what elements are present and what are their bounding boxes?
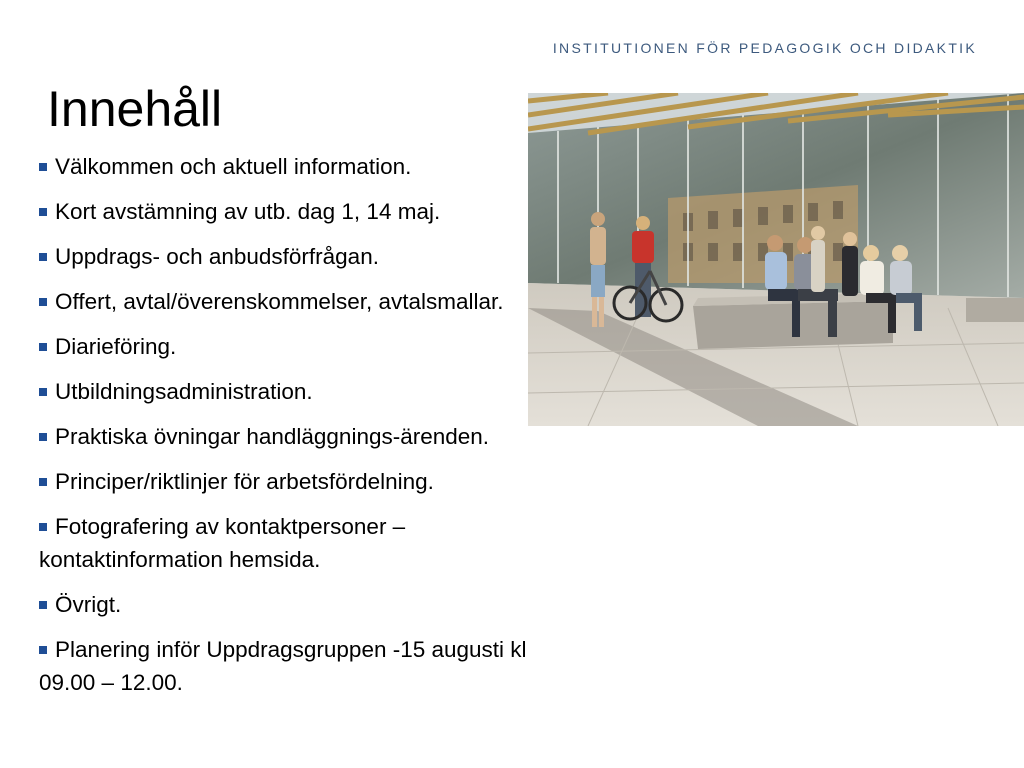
agenda-item-label: Diarieföring.: [55, 334, 177, 359]
square-bullet-icon: [39, 646, 47, 654]
agenda-item: [39, 375, 529, 408]
agenda-item: [39, 588, 529, 621]
agenda-item-label: Uppdrags- och anbudsförfrågan.: [55, 244, 379, 269]
agenda-item-label: Praktiska övningar handläggnings-ärenden.: [55, 424, 490, 449]
agenda-item-label: Principer/riktlinjer för arbetsfördelning.: [55, 469, 434, 494]
square-bullet-icon: [39, 253, 47, 261]
agenda-item: [39, 420, 529, 453]
square-bullet-icon: [39, 601, 47, 609]
campus-photo: [528, 93, 1024, 426]
agenda-item-label: Offert, avtal/överenskommelser, avtalsmallar.: [55, 289, 504, 314]
agenda-item-label: Välkommen och aktuell information.: [55, 154, 412, 179]
square-bullet-icon: [39, 343, 47, 351]
square-bullet-icon: [39, 433, 47, 441]
agenda-item: [39, 150, 529, 183]
agenda-item-label: Fotografering av kontaktpersoner – kontaktinformation hemsida.: [39, 514, 406, 572]
square-bullet-icon: [39, 388, 47, 396]
agenda-item: [39, 465, 529, 498]
agenda-item-label: Utbildningsadministration.: [55, 379, 313, 404]
agenda-item-label: Övrigt.: [55, 592, 122, 617]
institution-header: INSTITUTIONEN FÖR PEDAGOGIK OCH DIDAKTIK: [552, 40, 977, 56]
agenda-item: [39, 330, 529, 363]
agenda-item-label: Planering inför Uppdragsgruppen -15 augusti kl 09.00 – 12.00.: [39, 637, 527, 695]
square-bullet-icon: [39, 208, 47, 216]
square-bullet-icon: [39, 523, 47, 531]
agenda-item: [39, 510, 529, 576]
square-bullet-icon: [39, 163, 47, 171]
agenda-item: [39, 240, 529, 273]
square-bullet-icon: [39, 298, 47, 306]
agenda-item: [39, 195, 529, 228]
agenda-item: [39, 633, 529, 699]
agenda-list: [39, 150, 529, 711]
agenda-item-label: Kort avstämning av utb. dag 1, 14 maj.: [55, 199, 441, 224]
slide-title: Innehåll: [47, 81, 223, 137]
square-bullet-icon: [39, 478, 47, 486]
agenda-item: [39, 285, 529, 318]
